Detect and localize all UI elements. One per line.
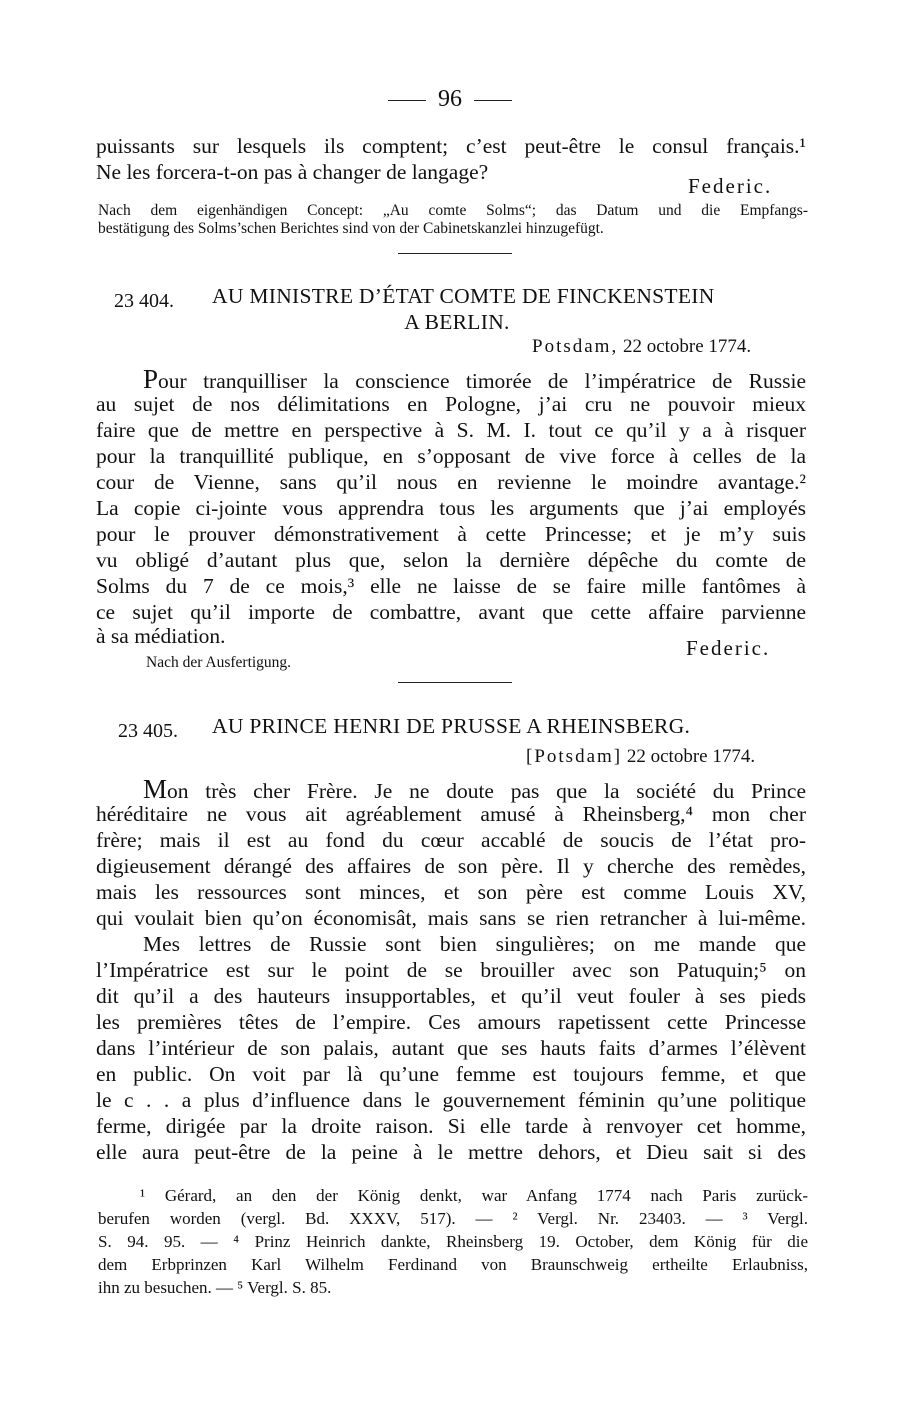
text-line: puissants sur lesquels ils comptent; c’est peut-être le consul français.¹ [96,134,806,158]
text-line: Solms du 7 de ce mois,³ elle ne laisse de se faire mille fantômes à [96,574,806,598]
footnote-line: ¹ Gérard, an den der König denkt, war Anfang 1774 nach Paris zurück- [140,1186,808,1205]
text-line: au sujet de nos délimitations en Pologne, j’ai cru ne pouvoir mieux [96,392,806,416]
dateline-date: 22 octobre 1774. [622,336,752,357]
text-line: l’Impératrice est sur le point de se brouiller avec son Patuquin;⁵ on [96,958,806,982]
text-line: qui voulait bien qu’on économisât, mais sans se rien retrancher à lui-même. [96,906,806,930]
footnote-line: S. 94. 95. — ⁴ Prinz Heinrich dankte, Rheinsberg 19. October, dem König für die [98,1232,808,1251]
text-line: frère; mais il est au fond du cœur accablé de soucis de l’état pro- [96,828,806,852]
text-line: mais les ressources sont minces, et son père est comme Louis XV, [96,880,806,904]
letter-heading: AU MINISTRE D’ÉTAT COMTE DE FINCKENSTEIN [212,284,715,308]
text-line: pour la tranquillité publique, en s’opposant de vive force à celles de la [96,444,806,468]
text-line: ferme, dirigée par la droite raison. Si elle tarde à renvoyer cet homme, [96,1114,806,1138]
footnote-line: berufen worden (vergl. Bd. XXXV, 517). — ² Vergl. Nr. 23403. — ³ Vergl. [98,1209,808,1228]
letter-number: 23 404. [114,290,174,312]
text-line: pour le prouver démonstrativement à cette Princesse; et je m’y suis [96,522,806,546]
letter-heading: AU PRINCE HENRI DE PRUSSE A RHEINSBERG. [212,714,691,738]
source-note: Nach der Ausfertigung. [146,654,292,671]
text-line: Mes lettres de Russie sont bien singulières; on me mande que [143,932,806,956]
dateline-place: Potsdam, [532,336,619,357]
text-line: cour de Vienne, sans qu’il nous en revienne le moindre avantage.² [96,470,806,494]
letter-heading-place: A BERLIN. [404,310,510,334]
dash-right [474,100,512,101]
text-line: La copie ci-jointe vous apprendra tous les arguments que j’ai employés [96,496,806,520]
text-line [143,774,806,805]
text-line: héréditaire ne vous ait agréablement amusé à Rheinsberg,⁴ mon cher [96,802,806,826]
text-line: le c . . a plus d’influence dans le gouvernement féminin qu’une politique [96,1088,806,1112]
signature: Federic. [688,174,773,198]
source-note-line: Nach dem eigenhändigen Concept: „Au comte Solms“; das Datum und die Empfangs- [98,202,808,219]
page-number [0,86,900,113]
text-line: à sa médiation. [96,624,226,648]
text-line [143,364,806,395]
text-line: Ne les forcera-t-on pas à changer de langage? [96,160,489,184]
letter-number: 23 405. [118,720,178,742]
dash-left [388,100,426,101]
dateline [526,746,755,768]
text-line: les premières têtes de l’empire. Ces amours rapetissent cette Princesse [96,1010,806,1034]
text-line-rest: our tranquilliser la conscience timorée de l’impératrice de Russie [158,369,806,393]
initial-letter: P [143,364,159,394]
section-divider [398,253,512,254]
source-note-line: bestätigung des Solms’schen Berichtes sind von der Cabinetskanzlei hinzugefügt. [98,220,604,237]
text-line: digieusement dérangé des affaires de son père. Il y cherche des remèdes, [96,854,806,878]
text-line: en public. On voit par là qu’une femme est toujours femme, et que [96,1062,806,1086]
footnote-line: ihn zu besuchen. — ⁵ Vergl. S. 85. [98,1278,332,1297]
dateline [532,336,751,358]
text-line: faire que de mettre en perspective à S. M. I. tout ce qu’il y a à risquer [96,418,806,442]
dateline-date: 22 octobre 1774. [626,746,756,767]
initial-letter: M [143,774,168,804]
footnote-line: dem Erbprinzen Karl Wilhelm Ferdinand von Braunschweig ertheilte Erlaubniss, [98,1255,808,1274]
text-line: dans l’intérieur de son palais, autant que ses hauts faits d’armes l’élèvent [96,1036,806,1060]
text-line-rest: on très cher Frère. Je ne doute pas que la société du Prince [167,779,806,803]
text-line: vu obligé d’autant plus que, selon la dernière dépêche du comte de [96,548,806,572]
text-line: dit qu’il a des hauteurs insupportables, et qu’il veut fouler à ses pieds [96,984,806,1008]
section-divider [398,682,512,683]
text-line: ce sujet qu’il importe de combattre, avant que cette affaire parvienne [96,600,806,624]
signature: Federic. [686,636,771,660]
page-number-text: 96 [438,86,462,112]
text-line: elle aura peut-être de la peine à le mettre dehors, et Dieu sait si des [96,1140,806,1164]
dateline-place: [Potsdam] [526,746,623,767]
